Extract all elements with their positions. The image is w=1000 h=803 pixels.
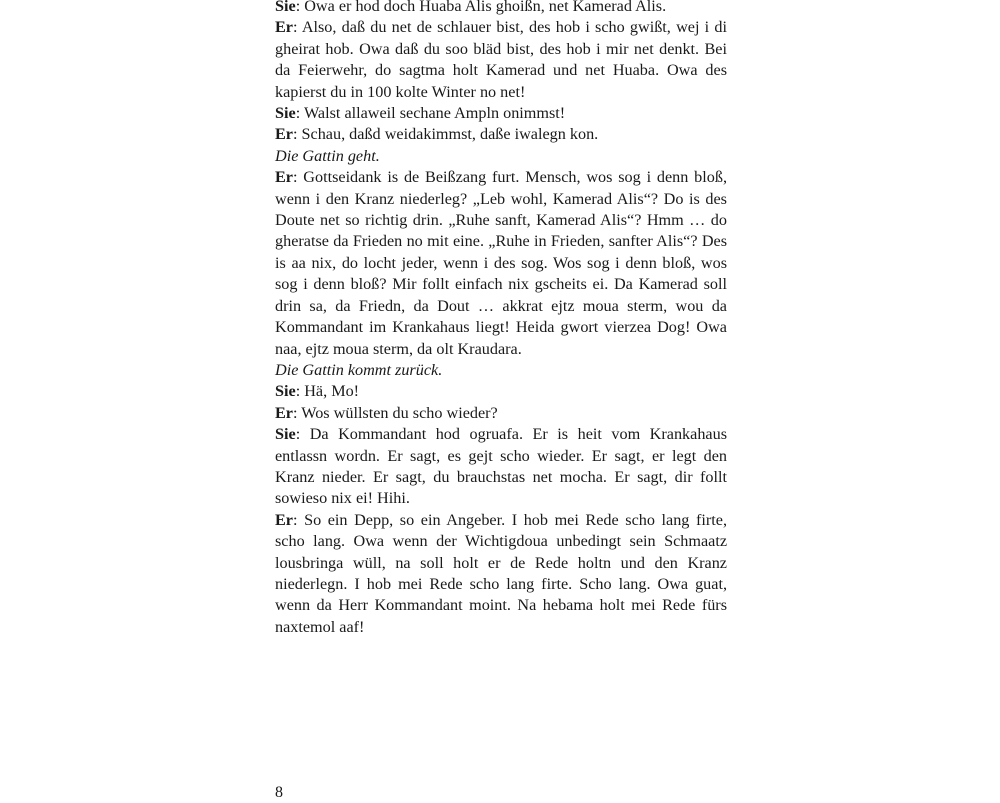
dialogue-line bbox=[275, 424, 727, 510]
line-text: : Owa er hod doch Huaba Alis ghoißn, net Kamerad Alis. bbox=[295, 0, 667, 15]
dialogue-line bbox=[275, 167, 727, 360]
line-text: : Also, daß du net de schlauer bist, des hob i scho gwißt, wej i di gheirat hob. Owa daß du soo bläd bist, des hob i mir net denkt. Bei da Feierwehr, do sagtma holt Kamerad und net Huaba. Owa des kapierst du in 100 kolte Winter no net! bbox=[275, 18, 727, 101]
line-text: : Da Kommandant hod ogruafa. Er is heit vom Krankahaus entlassn wordn. Er sagt, es gejt scho wieder. Er sagt, er legt den Kranz nieder. Er sagt, du brauchstas net mocha. Er sagt, dir follt sowieso nix ei! Hihi. bbox=[275, 425, 727, 508]
dialogue-line bbox=[275, 103, 727, 124]
speaker-name: Sie bbox=[275, 382, 296, 401]
stage-direction: Die Gattin kommt zurück. bbox=[275, 360, 443, 379]
speaker-name: Er bbox=[275, 403, 293, 422]
speaker-name: Sie bbox=[275, 425, 296, 444]
speaker-name: Er bbox=[275, 168, 293, 187]
dialogue-line bbox=[275, 17, 727, 103]
speaker-name: Er bbox=[275, 18, 293, 37]
page-number: 8 bbox=[275, 784, 283, 801]
line-text: : Hä, Mo! bbox=[295, 382, 360, 401]
dialogue-line bbox=[275, 403, 727, 424]
stage-direction: Die Gattin geht. bbox=[275, 146, 380, 165]
line-text: : Schau, daßd weidakimmst, daße iwalegn kon. bbox=[292, 125, 599, 144]
line-text: : So ein Depp, so ein Angeber. I hob mei Rede scho lang firte, scho lang. Owa wenn der Wichtigdoua unbedingt sein Schmaatz lousbringa wüll, na soll holt er de Rede holtn und den Kranz niederlegn. I hob mei Rede scho lang firte. Scho lang. Owa guat, wenn da Herr Kommandant moint. Na hebama holt mei Rede fürs naxtemol aaf! bbox=[275, 510, 727, 636]
line-text: : Gottseidank is de Beißzang furt. Mensch, wos sog i denn bloß, wenn i den Kranz niederleg? „Leb wohl, Kamerad Alis“? Do is des Doute net so richtig drin. „Ruhe sanft, Kamerad Alis“? Hmm … do gheratse da Frieden no mit eine. „Ruhe in Frieden, sanfter Alis“? Des is aa nix, do locht jeder, wenn i des sog. Wos sog i denn bloß, wos sog i denn bloß? Mir follt einfach nix gscheits ei. Da Kamerad soll drin sa, da Friedn, da Dout … akkrat ejtz moua sterm, wou da Kommandant im Krankahaus liegt! Heida gwort vierzea Dog! Owa naa, ejtz moua sterm, da olt Kraudara. bbox=[275, 168, 727, 358]
speaker-name: Er bbox=[275, 510, 293, 529]
dialogue-line bbox=[275, 510, 727, 638]
dialogue-line bbox=[275, 0, 727, 17]
speaker-name: Er bbox=[275, 125, 293, 144]
line-text: : Walst allaweil sechane Ampln onimmst! bbox=[295, 104, 566, 123]
dialogue-line bbox=[275, 381, 727, 402]
speaker-name: Sie bbox=[275, 104, 296, 123]
dialogue-line bbox=[275, 124, 727, 145]
speaker-name: Sie bbox=[275, 0, 296, 15]
dialogue-text bbox=[275, 0, 727, 638]
line-text: : Wos wüllsten du scho wieder? bbox=[292, 403, 498, 422]
